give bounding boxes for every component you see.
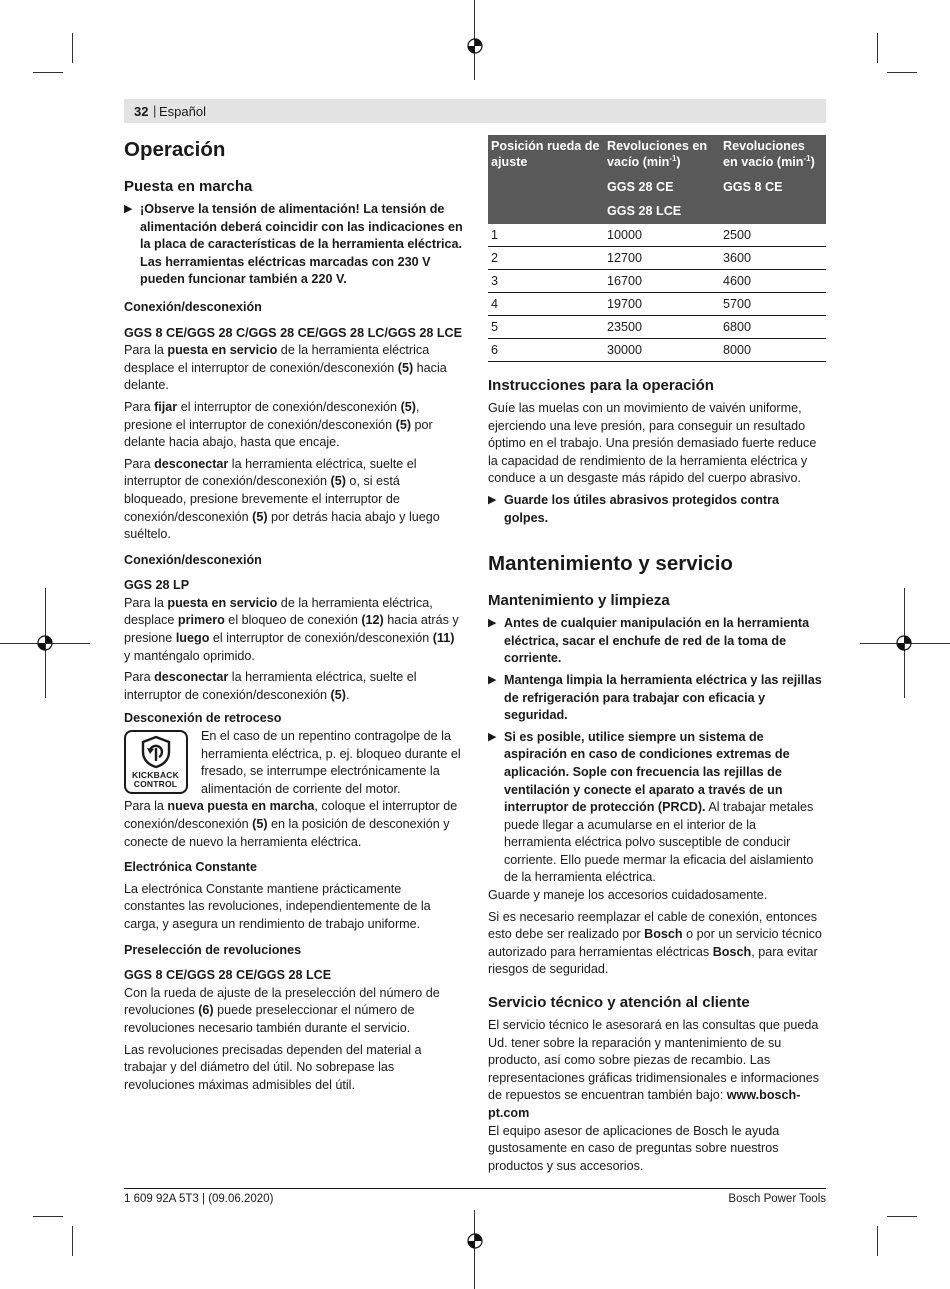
text-run: . — [345, 687, 350, 702]
text-run: (5) — [395, 417, 412, 432]
table-subheader-row — [488, 198, 826, 224]
text-run: Para la — [124, 799, 168, 814]
bullet-unplug — [488, 615, 826, 668]
text-run: -1 — [669, 153, 677, 163]
paragraph-speed-depends: Las revoluciones precisadas dependen del material a trabajar y del diámetro del útil. No sobrepase las revoluciones máximas admisibles del útil. — [124, 1042, 422, 1092]
registration-mark-icon — [466, 1232, 484, 1250]
bullet-text: Al trabajar metales puede llegar a acumularse en el interior de la herramienta eléctrica polvo susceptible de conducir corriente. Ello puede mermar la eficacia del aislamiento de la herramienta eléctrica. — [504, 800, 814, 885]
bullet-extraction — [488, 729, 826, 887]
text-run: ) — [810, 155, 815, 169]
text-run: Bosch — [644, 927, 683, 942]
table-header-speed-2 — [720, 135, 826, 173]
text-run: Revoluciones en vacío (min — [723, 139, 805, 169]
table-cell: 12700 — [604, 247, 720, 270]
section-title-maintenance: Mantenimiento y servicio — [488, 552, 733, 576]
section-title-operation: Operación — [124, 138, 226, 161]
text-run: Con la rueda de ajuste de la preselección del número de revoluciones — [124, 985, 440, 1018]
text-run: primero — [177, 613, 225, 628]
paragraph-application-advice: El equipo asesor de aplicaciones de Bosch le ayuda gustosamente en caso de preguntas sobre nuestros productos y sus accesorios. — [488, 1123, 780, 1173]
kickback-block — [124, 728, 464, 798]
text-run: Para — [124, 456, 155, 471]
text-run: Para — [124, 399, 155, 414]
paragraph-cable — [488, 909, 826, 979]
paragraph-lock — [124, 399, 464, 452]
heading-onoff-1: Conexión/desconexión — [124, 299, 262, 314]
models-1: GGS 8 CE/GGS 28 C/GGS 28 CE/GGS 28 LC/GGS 28 LCE — [124, 325, 463, 340]
text-run: fijar — [154, 399, 178, 414]
text-run: , presione el interruptor de conexión/desconexión — [124, 399, 420, 432]
table-cell: 1 — [488, 224, 604, 247]
text-run: de la herramienta eléctrica, desplace — [124, 595, 433, 628]
text-run: (5) — [330, 474, 346, 489]
text-run: por delante hacia abajo, hasta que encaje. — [124, 417, 433, 450]
table-cell: 10000 — [604, 224, 720, 247]
text-run: , para evitar riesgos de seguridad. — [488, 944, 818, 977]
heading-kickback: Desconexión de retroceso — [124, 711, 282, 726]
table-subheader-model: GGS 8 CE — [720, 173, 826, 198]
table-cell: 2500 — [720, 224, 826, 247]
text-run: (5) — [252, 509, 268, 524]
bullet-text: Mantenga limpia la herramienta eléctrica y las rejillas de refrigeración para trabajar con eficacia y seguridad. — [504, 672, 822, 723]
kickback-icon-label-1: KICKBACK — [132, 770, 179, 781]
text-run: puesta en servicio — [167, 343, 278, 358]
table-cell: 4 — [488, 293, 604, 316]
text-run: el bloqueo de conexión — [224, 613, 362, 628]
text-run: por detrás hacia abajo y luego suéltelo. — [124, 509, 440, 542]
paragraph-store-accessories: Guarde y maneje los accesorios cuidadosamente. — [488, 888, 768, 903]
heading-customer-service: Servicio técnico y atención al cliente — [488, 994, 750, 1012]
constant-electronics-text: La electrónica Constante mantiene prácticamente constantes las revoluciones, independientemente de la carga, y asegura un rendimiento de trabajo uniforme. — [124, 881, 431, 931]
crop-mark — [887, 1216, 917, 1217]
text-run: Revoluciones en vacío (min — [607, 139, 708, 169]
paragraph-service — [488, 1017, 826, 1123]
table-subheader-row — [488, 173, 826, 198]
table-cell: 8000 — [720, 339, 826, 362]
left-column — [124, 137, 464, 1094]
models-2: GGS 28 LP — [124, 578, 190, 593]
table-cell: 6800 — [720, 316, 826, 339]
bullet-text: Si es posible, utilice siempre un sistema de aspiración en caso de condiciones extremas de aplicación. Sople con frecuencia las rejillas de ventilación y conecte el aparato a través de un interruptor de protección (PRCD). — [504, 729, 790, 815]
text-run: puesta en servicio — [167, 595, 278, 610]
text-run: Para la — [124, 343, 168, 358]
text-run: luego — [175, 631, 210, 646]
text-run: (6) — [198, 1003, 214, 1018]
table-cell: 23500 — [604, 316, 720, 339]
table-cell: 2 — [488, 247, 604, 270]
text-run: (5) — [252, 817, 268, 831]
text-run: Para la — [124, 595, 168, 610]
registration-mark-icon — [466, 37, 484, 55]
table-row — [488, 293, 826, 316]
operating-instructions-text: Guíe las muelas con un movimiento de vaivén uniforme, ejerciendo una leve presión, para conseguir un resultado óptimo en el trabajo. Una presión demasiado fuerte reduce la capacidad de rendimiento de la herramienta eléctrica y conduce a un desgaste más rápido del cuerpo abrasivo. — [488, 401, 817, 486]
text-run: y manténgalo oprimido. — [124, 648, 255, 663]
table-cell: 19700 — [604, 293, 720, 316]
paragraph-stop-lp — [124, 669, 464, 704]
warning-voltage-text: ¡Observe la tensión de alimentación! La tensión de alimentación deberá coincidir con las indicaciones en la placa de características de la herramienta eléctrica. Las herramientas eléctricas marcadas con 230 V pueden funcionar también a 220 V. — [140, 202, 463, 287]
table-header-row — [488, 135, 826, 173]
text-run: (5) — [397, 360, 414, 375]
page-number: 32 — [134, 104, 149, 119]
text-run: la herramienta eléctrica, suelte el interruptor de conexión/desconexión — [124, 456, 417, 489]
text-run: de la herramienta eléctrica desplace el interruptor de conexión/desconexión — [124, 343, 430, 375]
bullet-arrow-icon: ▶ — [488, 493, 497, 506]
text-run: Si es necesario reemplazar el cable de conexión, entonces esto debe ser realizado por — [488, 909, 818, 942]
text-run: Para — [124, 670, 155, 685]
text-run: El servicio técnico le asesorará en las consultas que pueda Ud. tener sobre la reparación y mantenimiento de su producto, así como sobre piezas de recambio. Las representaciones gráficas tridimensionales e informaciones de repuestos se encuentran también bajo: — [488, 1018, 820, 1103]
warning-voltage — [124, 201, 464, 289]
text-run: el interruptor de conexión/desconexión — [209, 631, 433, 646]
paragraph-start-lp — [124, 595, 464, 665]
registration-mark-icon — [895, 634, 913, 652]
text-run: (11) — [432, 631, 455, 646]
table-cell: 30000 — [604, 339, 720, 362]
text-run: desconectar — [154, 456, 229, 471]
crop-mark — [33, 1216, 63, 1217]
service-url-link[interactable]: www.bosch-pt.com — [488, 1088, 801, 1120]
crop-mark — [72, 33, 73, 63]
text-run: (12) — [361, 613, 384, 628]
text-run: , coloque el interruptor de conexión/desconexión — [124, 799, 458, 831]
paragraph-stop — [124, 456, 464, 544]
bullet-text: Antes de cualquier manipulación en la herramienta eléctrica, sacar el enchufe de red de la toma de corriente. — [504, 616, 810, 666]
crop-mark — [33, 72, 63, 73]
bullet-arrow-icon: ▶ — [488, 730, 497, 743]
paragraph-start — [124, 342, 464, 395]
text-run: (5) — [400, 399, 416, 414]
text-run: hacia atrás y presione — [124, 613, 459, 646]
heading-operating-instructions: Instrucciones para la operación — [488, 377, 714, 394]
crop-mark — [887, 72, 917, 73]
heading-onoff-2: Conexión/desconexión — [124, 552, 262, 567]
text-run: Bosch — [712, 944, 752, 959]
table-row — [488, 339, 826, 362]
crop-mark — [877, 1226, 878, 1256]
crop-mark — [877, 33, 878, 63]
table-cell: 3600 — [720, 247, 826, 270]
header-separator: | — [153, 103, 157, 118]
paragraph-restart — [124, 798, 464, 851]
text-run: o por un servicio técnico autorizado para herramientas eléctricas — [488, 927, 822, 959]
bullet-protect-tools — [488, 492, 826, 527]
text-run: hacia delante. — [124, 360, 447, 393]
text-run: desconectar — [154, 670, 229, 685]
footer-rule — [124, 1188, 826, 1189]
heading-constant-electronics: Electrónica Constante — [124, 860, 257, 875]
text-run: nueva puesta en marcha — [167, 799, 315, 814]
models-3: GGS 8 CE/GGS 28 CE/GGS 28 LCE — [124, 968, 332, 983]
text-run: la herramienta eléctrica, suelte el interruptor de conexión/desconexión — [124, 670, 417, 702]
heading-puesta-en-marcha: Puesta en marcha — [124, 178, 253, 195]
table-subheader-model: GGS 28 CE — [604, 173, 720, 198]
registration-mark-icon — [36, 634, 54, 652]
table-subheader-empty — [488, 198, 604, 224]
table-header-position: Posición rueda de ajuste — [488, 135, 604, 173]
table-row — [488, 316, 826, 339]
footer-document-number: 1 609 92A 5T3 | (09.06.2020) — [124, 1193, 274, 1205]
crop-mark — [72, 1226, 73, 1256]
speed-table — [488, 135, 826, 362]
table-row — [488, 247, 826, 270]
text-run: ) — [676, 155, 681, 169]
text-run: -1 — [803, 153, 811, 163]
table-row — [488, 270, 826, 293]
bullet-keep-clean — [488, 672, 826, 725]
text-run: o, si está bloqueado, presione brevemente el interruptor de conexión/desconexión — [124, 474, 400, 524]
table-cell: 3 — [488, 270, 604, 293]
table-header-speed-1 — [604, 135, 720, 173]
table-cell: 5 — [488, 316, 604, 339]
table-cell: 5700 — [720, 293, 826, 316]
text-run: el interruptor de conexión/desconexión — [177, 399, 401, 414]
bullet-text: Guarde los útiles abrasivos protegidos contra golpes. — [504, 492, 780, 525]
right-column — [488, 376, 826, 1175]
heading-maintenance-cleaning: Mantenimiento y limpieza — [488, 592, 670, 610]
table-row — [488, 224, 826, 247]
page-language: Español — [159, 104, 206, 119]
bullet-arrow-icon: ▶ — [488, 617, 497, 630]
paragraph-preselection — [124, 985, 464, 1038]
table-subheader-empty — [488, 173, 604, 198]
page-header — [124, 99, 826, 123]
table-cell: 6 — [488, 339, 604, 362]
heading-speed-preselection: Preselección de revoluciones — [124, 942, 302, 957]
text-run: en la posición de desconexión y conecte de nuevo la herramienta eléctrica. — [124, 817, 450, 849]
text-run: puede preseleccionar el número de revoluciones necesario también durante el servicio. — [124, 1003, 415, 1035]
kickback-control-icon — [124, 730, 188, 794]
text-run: (5) — [330, 687, 346, 702]
kickback-icon-label-2: CONTROL — [133, 779, 178, 790]
bullet-arrow-icon: ▶ — [124, 203, 133, 215]
table-cell: 16700 — [604, 270, 720, 293]
footer-brand: Bosch Power Tools — [728, 1193, 826, 1205]
table-cell: 4600 — [720, 270, 826, 293]
bullet-arrow-icon: ▶ — [488, 673, 497, 686]
kickback-text: En el caso de un repentino contragolpe de la herramienta eléctrica, p. ej. bloqueo durante el fresado, se interrumpe electrónicamente la alimentación de corriente del motor. — [201, 729, 461, 796]
table-subheader-model: GGS 28 LCE — [604, 198, 720, 224]
table-subheader-empty — [720, 198, 826, 224]
